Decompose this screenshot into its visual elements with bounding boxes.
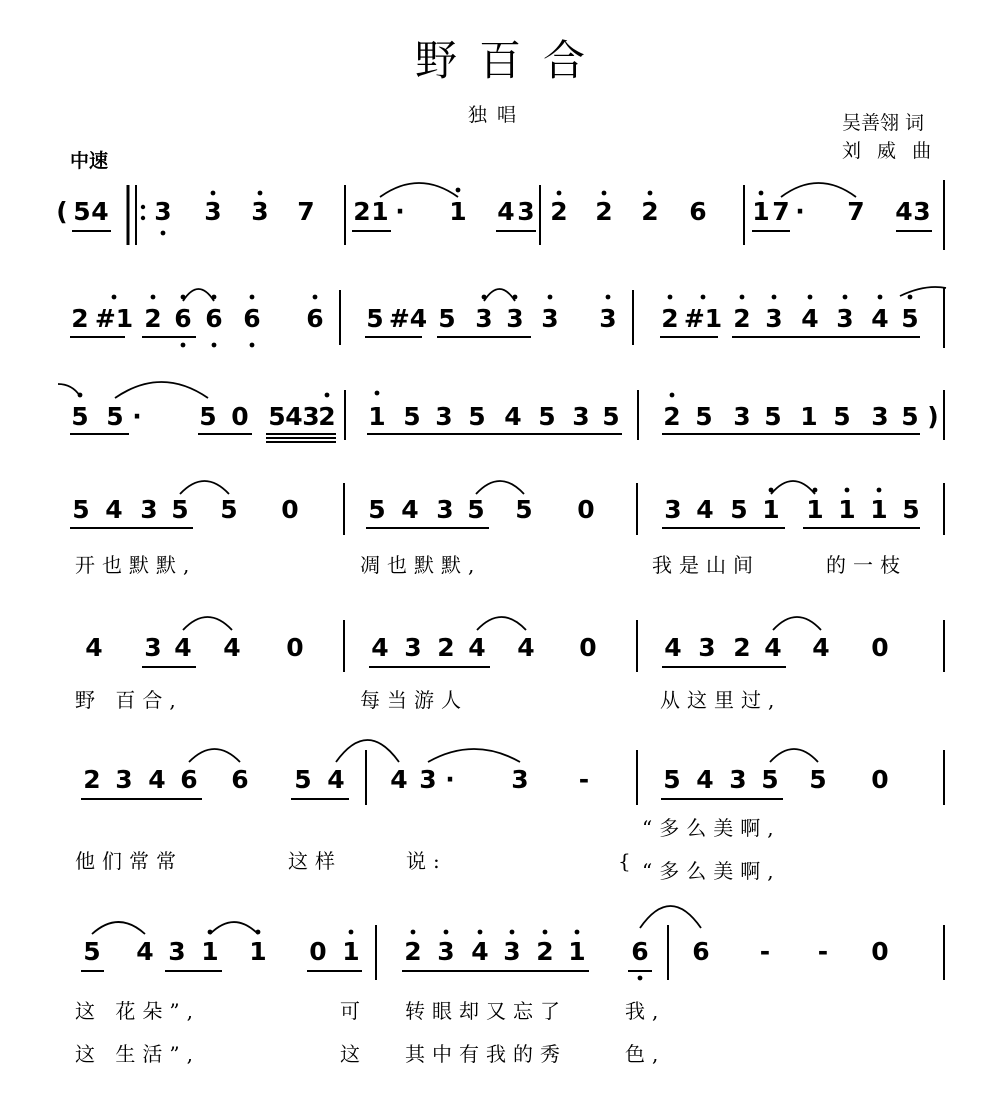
slur-arc [189,749,240,762]
jianpu-note: 2 [71,304,89,333]
slur-arc [92,922,145,934]
system-5 [75,633,889,712]
jianpu-note: 2 [144,304,162,333]
jianpu-note: 3 [204,197,222,226]
jianpu-note: 5 [403,402,421,431]
lyric-text: 野 百合, [75,688,183,712]
jianpu-note: 3 [419,765,437,794]
jianpu-note: 0 [281,495,299,524]
jianpu-note: 5 [199,402,217,431]
jianpu-note: 3 [144,633,162,662]
jianpu-note: 3 [506,304,524,333]
jianpu-note: 6 [243,304,261,333]
jianpu-note: 4 [696,765,714,794]
slur-arc [770,749,818,762]
jianpu-note: 3 [251,197,269,226]
jianpu-note: ) [927,402,939,431]
jianpu-note: 5 [761,765,779,794]
octave-dot [606,295,611,300]
jianpu-note: 4 [517,633,535,662]
jianpu-note: 4 [105,495,123,524]
jianpu-note: 3 [475,304,493,333]
jianpu-note: 6 [231,765,249,794]
jianpu-note: - [817,937,829,966]
octave-dot [548,295,553,300]
slur-arc [210,922,258,934]
system-1 [56,197,930,226]
subtitle: 独唱 [468,104,527,126]
jianpu-note: 4 [801,304,819,333]
slur-arc [183,617,232,630]
jianpu-note: 7 [297,197,315,226]
jianpu-note: 5 [171,495,189,524]
slur-arc [180,481,229,494]
jianpu-note: 2 [595,197,613,226]
jianpu-note: 3 [765,304,783,333]
octave-dot [759,191,764,196]
slur-arc [183,289,214,301]
slur-arc [477,617,526,630]
lyric-text: 色, [625,1042,666,1066]
jianpu-note: 6 [174,304,192,333]
octave-dot [843,295,848,300]
jianpu-note: 3 [140,495,158,524]
jianpu-note: 4 [895,197,913,226]
slur-arc [773,617,821,630]
jianpu-note: 1 [368,402,386,431]
lyricist-credit: 吴善翎 词 [842,112,925,134]
jianpu-note: 4 [696,495,714,524]
jianpu-note: 2 [353,197,371,226]
jianpu-note: · [132,402,142,431]
system-6 [75,765,889,883]
slur-arc [900,287,946,296]
jianpu-note: 2 [733,304,751,333]
jianpu-note: 3 [733,402,751,431]
jianpu-note: 5 [468,402,486,431]
jianpu-note: 0 [309,937,327,966]
lyric-text: 他们常常 [75,849,183,873]
slur-arc [115,382,208,398]
octave-dot-low [638,976,643,981]
tempo-marking: 中速 [70,150,109,172]
slur-arc [640,906,701,928]
jianpu-note: 4 [764,633,782,662]
jianpu-note: ( [56,197,68,226]
jianpu-note: · [795,197,805,226]
lyric-text: 每当游人 [360,688,468,712]
jianpu-note: 4 [371,633,389,662]
octave-dot-low [212,343,217,348]
system-2 [71,304,918,333]
octave-dot [456,188,461,193]
jianpu-note: 2 [550,197,568,226]
jianpu-note: 0 [871,633,889,662]
jianpu-note: 5 [72,495,90,524]
jianpu-note: 1 [870,495,888,524]
repeat-dot [141,205,145,209]
lyric-text: 这 花朵”, [75,999,200,1023]
jianpu-note: 2 [404,937,422,966]
lyric-text: 可 [340,999,367,1023]
jianpu-note: 3 [541,304,559,333]
jianpu-note: 1 [806,495,824,524]
jianpu-note: 3 [871,402,889,431]
jianpu-note: 3 [435,402,453,431]
octave-dot [349,930,354,935]
slur-arc [484,289,515,301]
slur-arc [58,384,80,396]
jianpu-note: 4 [148,765,166,794]
jianpu-note: 2 [536,937,554,966]
jianpu-note: 4 [223,633,241,662]
system-7 [75,937,889,1066]
slur-arc [476,481,524,494]
jianpu-note: 5 [368,495,386,524]
jianpu-note: 6 [180,765,198,794]
octave-dot [478,930,483,935]
octave-dot [575,930,580,935]
jianpu-note: 1 [371,197,389,226]
jianpu-note: 4 [390,765,408,794]
octave-dot [845,488,850,493]
slur-arc [380,183,458,197]
jianpu-note: 0 [577,495,595,524]
jianpu-note: 1 [762,495,780,524]
system-4 [72,495,919,577]
jianpu-note: #4 [388,304,428,333]
jianpu-note: 4 [174,633,192,662]
jianpu-note: 1 [800,402,818,431]
jianpu-note: 3 [836,304,854,333]
octave-dot [375,391,380,396]
system-3 [71,402,938,431]
octave-dot [112,295,117,300]
jianpu-note: 1 [249,937,267,966]
jianpu-note: 5 [695,402,713,431]
slur-arc [428,749,520,762]
lyric-text: 这样 [288,849,342,873]
page-title: 野百合 [414,36,607,85]
jianpu-note: 6 [306,304,324,333]
lyric-text: 从这里过, [660,688,782,712]
jianpu-note: 3 [511,765,529,794]
jianpu-note: 5 [106,402,124,431]
jianpu-note: 4 [664,633,682,662]
octave-dot [250,295,255,300]
lyric-text: 说: [406,849,447,873]
jianpu-note: 4 [85,633,103,662]
jianpu-note: 5 [438,304,456,333]
jianpu-note: 6 [692,937,710,966]
slur-arc [336,740,399,762]
jianpu-note: 5 [467,495,485,524]
jianpu-note: 5 [73,197,91,226]
jianpu-note: 5 [515,495,533,524]
lyric-text: “多么美啊, [642,859,781,883]
lyric-text: 开也默默, [75,553,197,577]
jianpu-note: 3 [404,633,422,662]
octave-dot [878,295,883,300]
octave-dot [808,295,813,300]
jianpu-note: 4 [285,402,303,431]
slur-arc [771,481,815,494]
jianpu-note: · [445,765,455,794]
jianpu-note: 0 [579,633,597,662]
octave-dot [668,295,673,300]
jianpu-note: 3 [436,495,454,524]
jianpu-note: 5 [538,402,556,431]
jianpu-note: 5 [833,402,851,431]
jianpu-note: 6 [689,197,707,226]
jianpu-note: 5 [220,495,238,524]
octave-dot [543,930,548,935]
jianpu-note: 3 [154,197,172,226]
jianpu-note: 5 [83,937,101,966]
octave-dot-low [250,343,255,348]
lyric-text: 这 生活”, [75,1042,200,1066]
jianpu-note: 2 [733,633,751,662]
jianpu-note: 6 [205,304,223,333]
jianpu-note: 4 [91,197,109,226]
octave-dot [557,191,562,196]
jianpu-note: · [395,197,405,226]
jianpu-note: 5 [730,495,748,524]
repeat-dot [141,216,145,220]
jianpu-note: 3 [437,937,455,966]
octave-dot [411,930,416,935]
octave-dot-low [181,343,186,348]
jianpu-note: 7 [847,197,865,226]
composer-credit: 刘 威 曲 [842,140,937,162]
jianpu-note: 1 [449,197,467,226]
jianpu-note: 4 [471,937,489,966]
jianpu-note: 0 [871,937,889,966]
jianpu-note: 3 [503,937,521,966]
jianpu-note: 5 [602,402,620,431]
lyric-text: 的一枝 [826,553,907,577]
jianpu-note: 5 [268,402,286,431]
jianpu-note: 2 [83,765,101,794]
jianpu-note: 5 [366,304,384,333]
jianpu-note: 1 [838,495,856,524]
jianpu-note: 1 [568,937,586,966]
jianpu-note: 4 [327,765,345,794]
octave-dot [444,930,449,935]
jianpu-note: 5 [294,765,312,794]
jianpu-note: 1 [201,937,219,966]
jianpu-note: 5 [663,765,681,794]
lyric-text: 我是山间 [652,553,760,577]
jianpu-note: 4 [401,495,419,524]
jianpu-note: 5 [901,304,919,333]
slur-arc [781,183,856,197]
jianpu-note: - [759,937,771,966]
jianpu-note: 3 [302,402,320,431]
jianpu-note: 4 [497,197,515,226]
jianpu-note: 2 [663,402,681,431]
jianpu-note: 3 [115,765,133,794]
jianpu-note: 0 [231,402,249,431]
octave-dot-low [161,231,166,236]
jianpu-note: 5 [809,765,827,794]
jianpu-note: 4 [468,633,486,662]
jianpu-note: 4 [871,304,889,333]
jianpu-note: 0 [286,633,304,662]
jianpu-note: 2 [641,197,659,226]
jianpu-note: #1 [94,304,134,333]
lyric-text: 其中有我的秀 [405,1042,567,1066]
octave-dot [325,393,330,398]
jianpu-note: 0 [871,765,889,794]
jianpu-note: 3 [572,402,590,431]
jianpu-note: 5 [71,402,89,431]
octave-dot [602,191,607,196]
jianpu-note: 3 [664,495,682,524]
octave-dot [510,930,515,935]
octave-dot [211,191,216,196]
octave-dot [772,295,777,300]
jianpu-note: 3 [913,197,931,226]
jianpu-note: 3 [517,197,535,226]
jianpu-note: 4 [136,937,154,966]
lyric-text: 我, [625,999,666,1023]
octave-dot [740,295,745,300]
octave-dot [908,295,913,300]
jianpu-note: - [578,765,590,794]
jianpu-note: 4 [504,402,522,431]
octave-dot [313,295,318,300]
jianpu-note: #1 [683,304,723,333]
jianpu-note: 5 [901,402,919,431]
jianpu-note: 3 [698,633,716,662]
jianpu-note: 1 [342,937,360,966]
octave-dot [670,393,675,398]
jianpu-note: 7 [772,197,790,226]
octave-dot [648,191,653,196]
jianpu-note: 2 [437,633,455,662]
jianpu-note: 6 [631,937,649,966]
jianpu-note: 3 [599,304,617,333]
jianpu-note: 1 [752,197,770,226]
lyric-text: “多么美啊, [642,816,781,840]
octave-dot [258,191,263,196]
jianpu-note: 3 [168,937,186,966]
octave-dot [151,295,156,300]
jianpu-note: 3 [729,765,747,794]
jianpu-note: 2 [318,402,336,431]
jianpu-note: 5 [764,402,782,431]
jianpu-note: 2 [661,304,679,333]
lyric-text: 转眼却又忘了 [405,999,567,1023]
octave-dot [701,295,706,300]
jianpu-note: 4 [812,633,830,662]
lyric-text: { [618,849,638,873]
lyric-text: 这 [340,1042,367,1066]
jianpu-note: 5 [902,495,920,524]
lyric-text: 凋也默默, [360,553,482,577]
octave-dot [877,488,882,493]
